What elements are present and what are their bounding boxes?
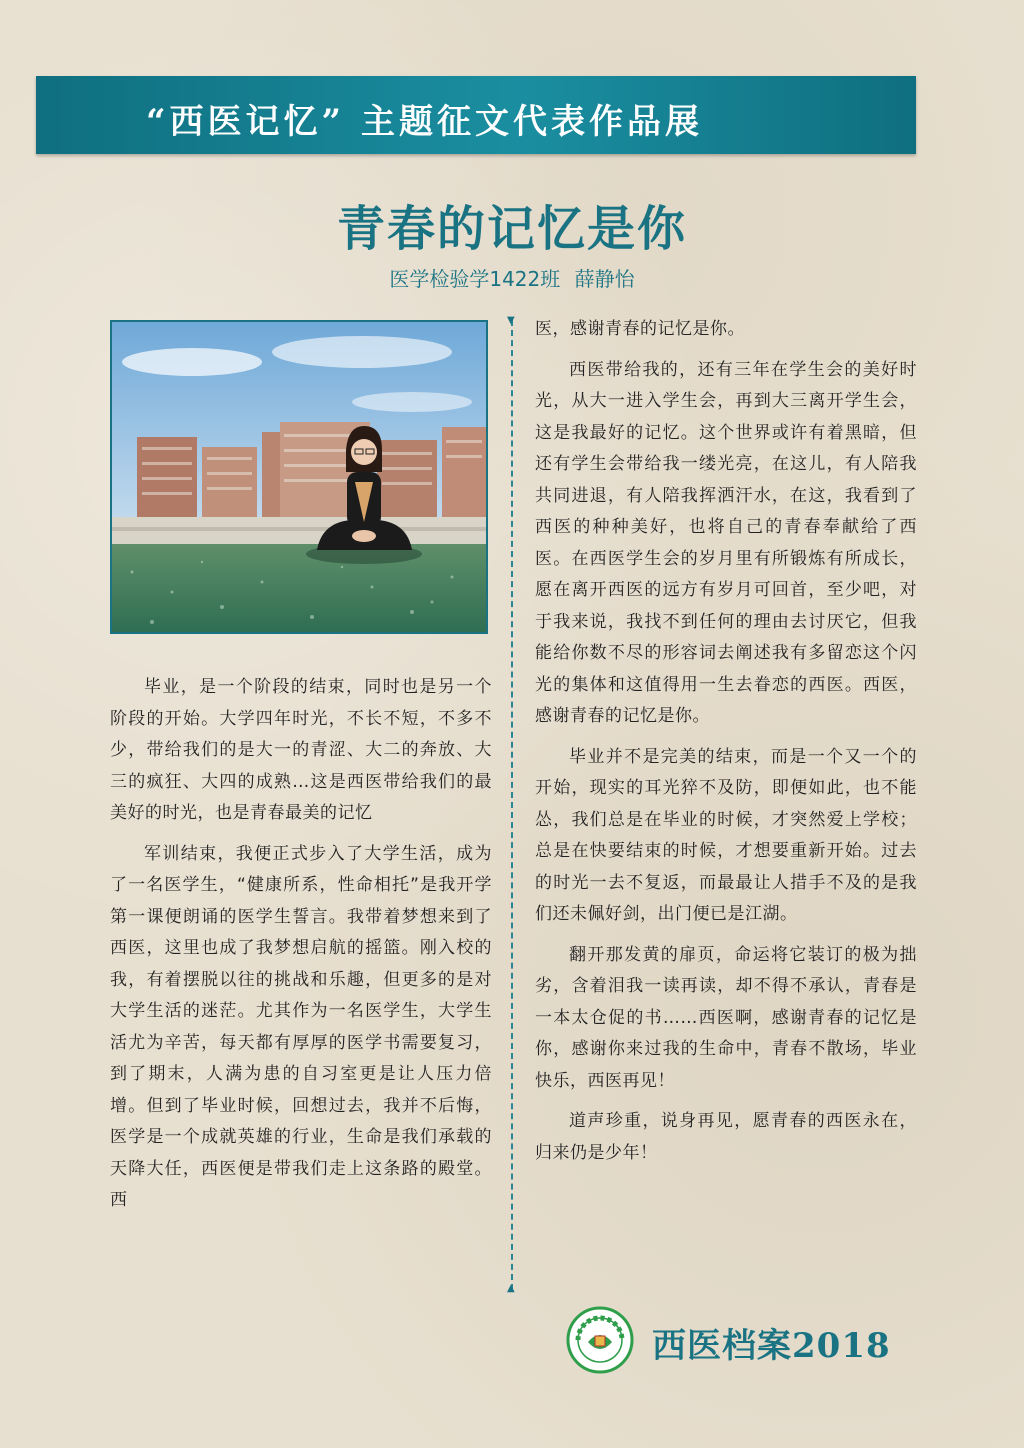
- paragraph: 军训结束，我便正式步入了大学生活，成为了一名医学生，“健康所系，性命相托”是我开学第一课便朗诵的医学生誓言。我带着梦想来到了西医，这里也成了我梦想启航的摇篮。刚入校的我，有着摆脱以往的挑战和乐趣，但更多的是对大学生活的迷茫。尤其作为一名医学生，大学生活尤为辛苦，每天都有厚厚的医学书需要复习，到了期末，人满为患的自习室更是让人压力倍增。但到了毕业时候，回想过去，我并不后悔，医学是一个成就英雄的行业，生命是我们承载的天降大任，西医便是带我们走上这条路的殿堂。西: [110, 843, 492, 1210]
- paragraph: 毕业，是一个阶段的结束，同时也是另一个阶段的开始。大学四年时光，不长不短，不多不少，带给我们的是大一的青涩、大二的奔放、大三的疯狂、大四的成熟…这是西医带给我们的最美好的时光，也是青春最美的记忆: [110, 677, 492, 823]
- graduation-photo-image: [112, 322, 486, 632]
- right-column: [535, 314, 917, 1169]
- article-byline: 医学检验学1422班 薛静怡: [389, 267, 635, 291]
- graduation-photo: [110, 320, 488, 634]
- column-divider: [511, 320, 513, 1290]
- paragraph: 道声珍重，说身再见，愿青春的西医永在，归来仍是少年！: [535, 1111, 917, 1163]
- banner-title: “西医记忆” 主题征文代表作品展: [146, 102, 703, 142]
- paragraph-continuation: 医，感谢青春的记忆是你。: [535, 319, 745, 339]
- paragraph: 翻开那发黄的扉页，命运将它装订的极为拙劣，含着泪我一读再读，却不得不承认，青春是一本太仓促的书……西医啊，感谢青春的记忆是你，感谢你来过我的生命中，青春不散场，毕业快乐，西医再见！: [535, 944, 917, 1091]
- header-banner: [36, 76, 916, 154]
- left-column: [110, 672, 492, 1217]
- paragraph: 毕业并不是完美的结束，而是一个又一个的开始，现实的耳光猝不及防，即便如此，也不能怂，我们总是在毕业的时候，才突然爱上学校；总是在快要结束的时候，才想要重新开始。过去的时光一去不复返，而最最让人措手不及的是我们还未佩好剑，出门便已是江湖。: [535, 746, 917, 924]
- article-title: 青春的记忆是你: [336, 201, 687, 257]
- paragraph: 西医带给我的，还有三年在学生会的美好时光，从大一进入学生会，再到大三离开学生会，这是我最好的记忆。这个世界或许有着黑暗，但还有学生会带给我一缕光亮，在这儿，有人陪我共同进退，有人陪我挥洒汗水，在这，我看到了西医的种种美好，也将自己的青春奉献给了西医。在西医学生会的岁月里有所锻炼有所成长，愿在离开西医的远方有岁月可回首，至少吧，对于我来说，我找不到任何的理由去讨厌它，但我能给你数不尽的形容词去阐述我有多留恋这个闪光的集体和这值得用一生去眷恋的西医。西医，感谢青春的记忆是你。: [535, 359, 917, 726]
- university-logo-icon: [566, 1306, 634, 1374]
- divider-bottom-marker: ▲: [507, 1283, 515, 1294]
- footer-brand: 西医档案2018: [652, 1326, 891, 1366]
- divider-top-marker: ▼: [507, 315, 515, 326]
